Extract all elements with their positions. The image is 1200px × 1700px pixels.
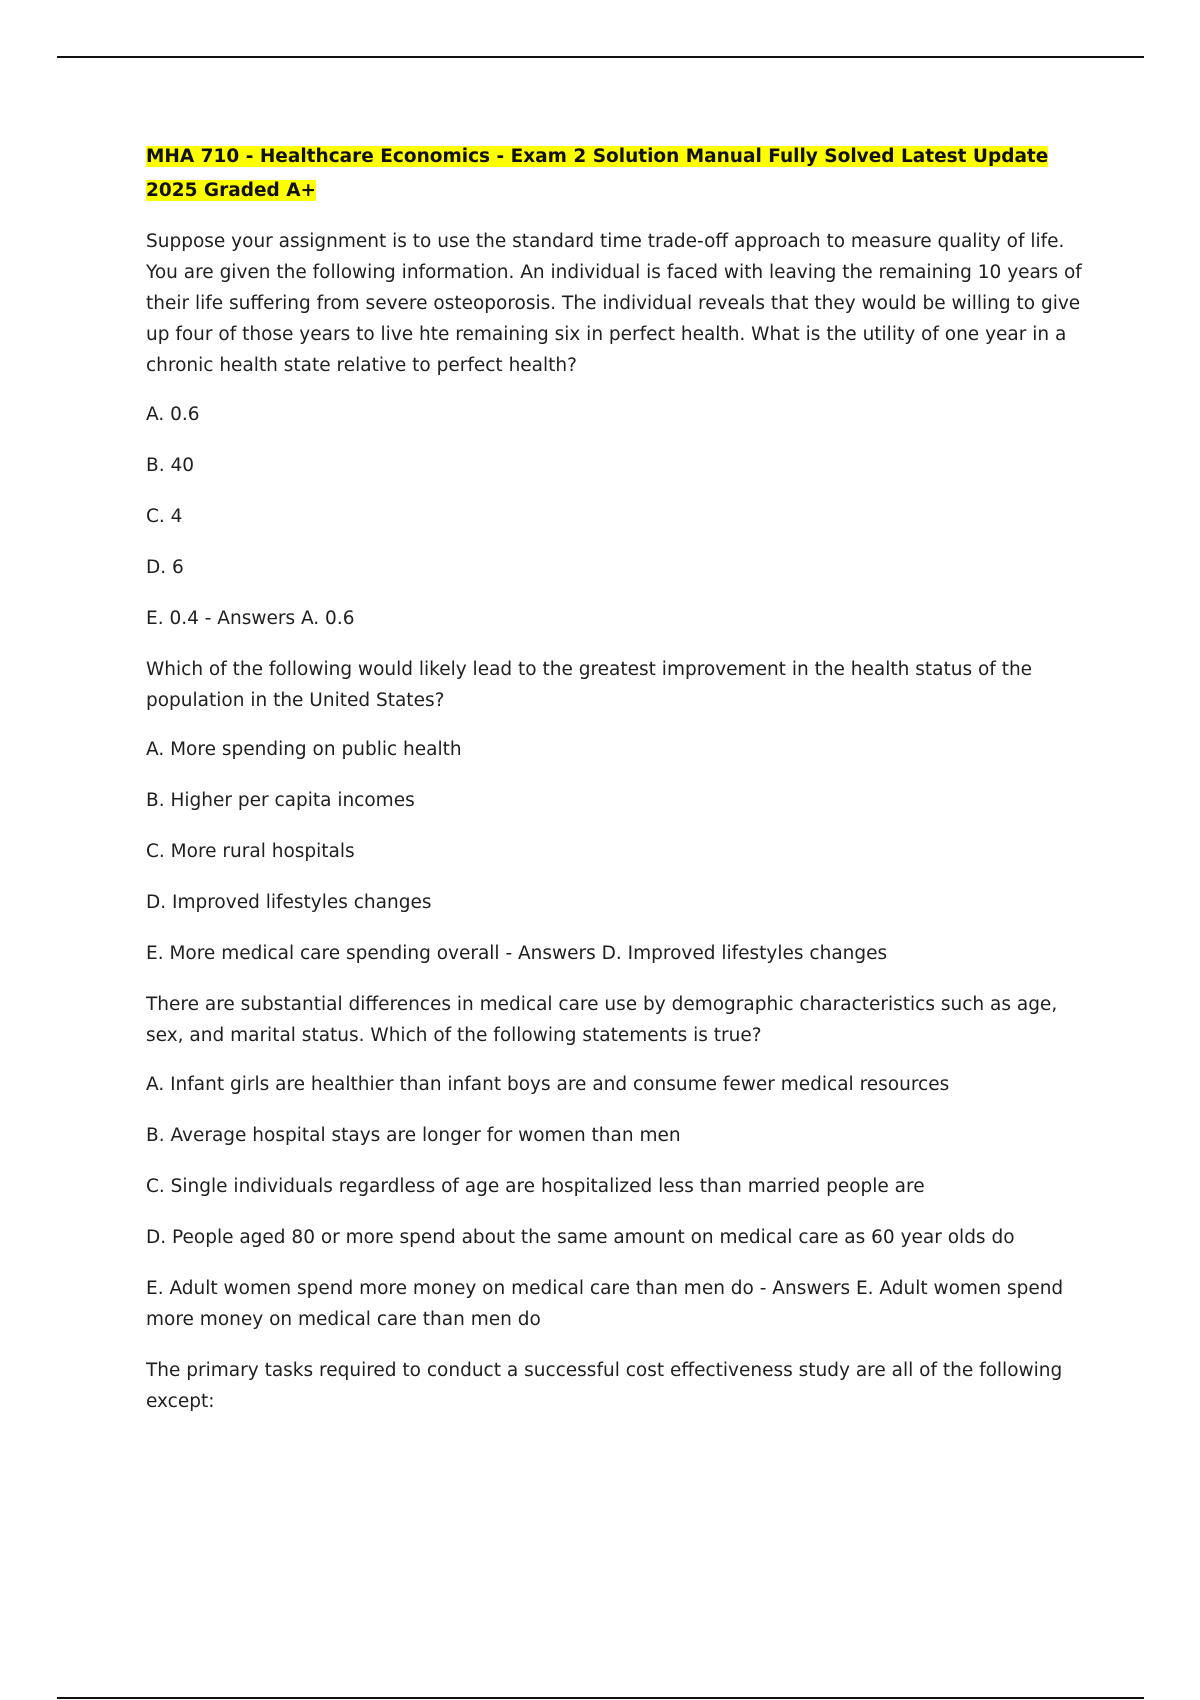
- document-body: [146, 140, 1086, 1435]
- question-1-option-e: E. 0.4 - Answers A. 0.6: [146, 608, 355, 629]
- question-1-option-b: B. 40: [146, 455, 194, 476]
- question-4: [146, 1355, 1086, 1417]
- question-3-option-b: B. Average hospital stays are longer for women than men: [146, 1125, 681, 1146]
- question-3: [146, 989, 1086, 1335]
- question-3-option-c: C. Single individuals regardless of age are hospitalized less than married people are: [146, 1176, 925, 1197]
- question-1: [146, 226, 1086, 634]
- question-2-option-c: C. More rural hospitals: [146, 841, 355, 862]
- document-title: [146, 140, 1086, 208]
- question-2-option-d: D. Improved lifestyles changes: [146, 892, 432, 913]
- question-3-option-e: E. Adult women spend more money on medical care than men do - Answers E. Adult women spend more money on medical care than men do: [146, 1278, 1064, 1330]
- question-1-option-d: D. 6: [146, 557, 184, 578]
- question-2-prompt: Which of the following would likely lead to the greatest improvement in the health status of the population in the United States?: [146, 659, 1033, 711]
- footer-rule: [57, 1697, 1144, 1699]
- question-3-prompt: There are substantial differences in medical care use by demographic characteristics such as age, sex, and marital status. Which of the following statements is true?: [146, 994, 1058, 1046]
- question-2-option-a: A. More spending on public health: [146, 739, 462, 760]
- question-4-prompt: The primary tasks required to conduct a successful cost effectiveness study are all of the following except:: [146, 1360, 1063, 1412]
- question-3-option-a: A. Infant girls are healthier than infant boys are and consume fewer medical resources: [146, 1074, 950, 1095]
- question-1-prompt: Suppose your assignment is to use the standard time trade-off approach to measure quality of life. You are given the following information. An individual is faced with leaving the remaining 10 years of their life suffering from severe osteoporosis. The individual reveals that they would be willing to give up four of those years to live hte remaining six in perfect health. What is the utility of one year in a chronic health state relative to perfect health?: [146, 231, 1082, 376]
- question-2-option-b: B. Higher per capita incomes: [146, 790, 415, 811]
- question-2: [146, 654, 1086, 969]
- header-rule: [57, 56, 1144, 58]
- question-2-option-e: E. More medical care spending overall - Answers D. Improved lifestyles changes: [146, 943, 888, 964]
- document-title-text: MHA 710 - Healthcare Economics - Exam 2 Solution Manual Fully Solved Latest Update 2025 Graded A+: [146, 146, 1049, 201]
- question-3-option-d: D. People aged 80 or more spend about the same amount on medical care as 60 year olds do: [146, 1227, 1015, 1248]
- question-1-option-a: A. 0.6: [146, 404, 200, 425]
- question-1-option-c: C. 4: [146, 506, 183, 527]
